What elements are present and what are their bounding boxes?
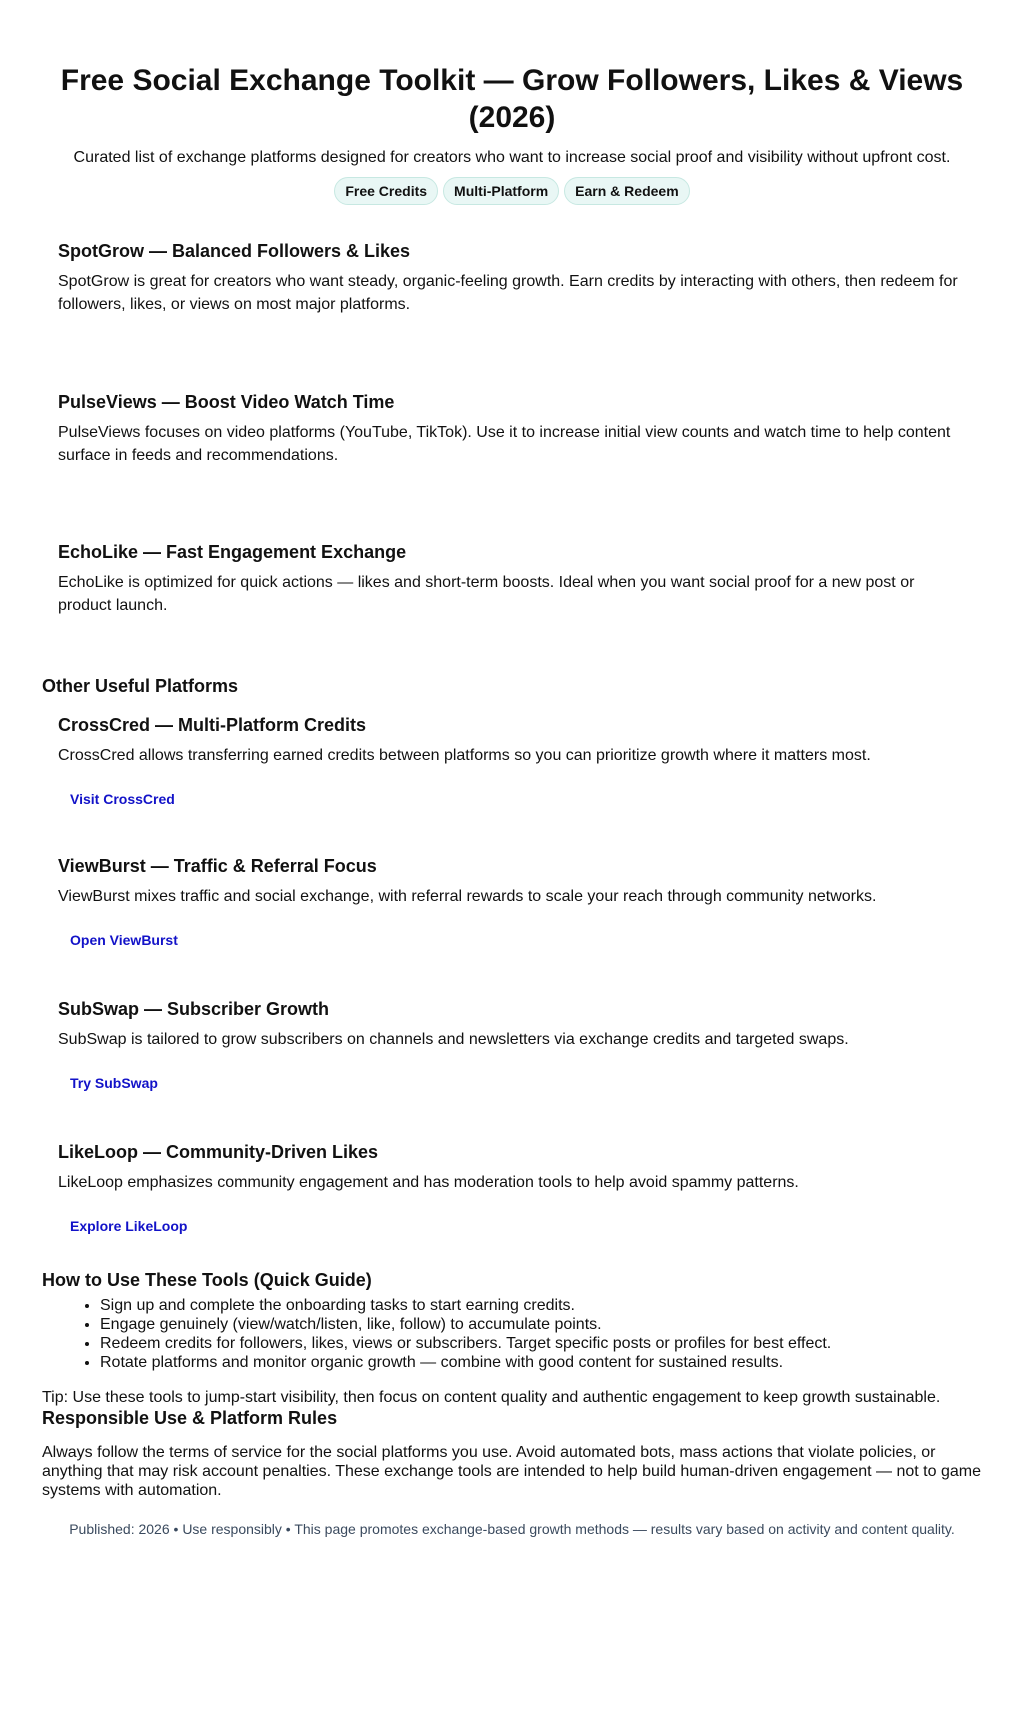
explore-likeloop-link[interactable]: Explore LikeLoop [70, 1218, 188, 1234]
card-title: SubSwap — Subscriber Growth [58, 999, 330, 1019]
list-item: • Rotate platforms and monitor organic growth — combine with good content for sustained results. [100, 1353, 982, 1372]
list-item: • Engage genuinely (view/watch/listen, like, follow) to accumulate points. [100, 1315, 982, 1334]
try-subswap-link[interactable]: Try SubSwap [70, 1075, 158, 1091]
visit-crosscred-link[interactable]: Visit CrossCred [70, 791, 175, 807]
platform-card-pulseviews [42, 375, 982, 525]
rules-heading: Responsible Use & Platform Rules [42, 1408, 338, 1428]
platform-card-crosscred [42, 697, 982, 840]
list-item: • Sign up and complete the onboarding tasks to start earning credits. [100, 1296, 982, 1315]
badge-earn-redeem: Earn & Redeem [564, 177, 689, 205]
page-title: Free Social Exchange Toolkit — Grow Followers, Likes & Views (2026) [60, 64, 964, 134]
badge-free-credits: Free Credits [334, 177, 438, 205]
badge-multi-platform: Multi-Platform [443, 177, 559, 205]
card-title: PulseViews — Boost Video Watch Time [58, 392, 395, 412]
other-platforms [42, 697, 982, 1269]
card-title: CrossCred — Multi-Platform Credits [58, 715, 367, 735]
card-description: PulseViews focuses on video platforms (YouTube, TikTok). Use it to increase initial view counts and watch time to help content surface in feeds and recommendations. [58, 424, 951, 464]
card-description: SpotGrow is great for creators who want steady, organic-feeling growth. Earn credits by interacting with others, then redeem for followers, likes, or views on most major platforms. [58, 273, 958, 313]
card-title: SpotGrow — Balanced Followers & Likes [58, 241, 411, 261]
hero-header [42, 0, 982, 205]
featured-platforms [42, 224, 982, 675]
page-subtitle: Curated list of exchange platforms designed for creators who want to increase social proof and visibility without upfront cost. [73, 149, 951, 166]
platform-card-viewburst [42, 840, 982, 983]
open-viewburst-link[interactable]: Open ViewBurst [70, 932, 178, 948]
platform-card-likeloop [42, 1126, 982, 1269]
list-item: • Redeem credits for followers, likes, views or subscribers. Target specific posts or profiles for best effect. [100, 1334, 982, 1353]
quick-guide-heading: How to Use These Tools (Quick Guide) [42, 1270, 372, 1290]
card-description: LikeLoop emphasizes community engagement and has moderation tools to help avoid spammy patterns. [58, 1174, 799, 1191]
other-platforms-heading: Other Useful Platforms [42, 676, 239, 696]
card-description: CrossCred allows transferring earned credits between platforms so you can prioritize growth where it matters most. [58, 747, 871, 764]
guide-tip: Tip: Use these tools to jump-start visibility, then focus on content quality and authentic engagement to keep growth sustainable. [42, 1389, 941, 1406]
card-title: EchoLike — Fast Engagement Exchange [58, 542, 407, 562]
card-description: EchoLike is optimized for quick actions — likes and short-term boosts. Ideal when you want social proof for a new post or product launch. [58, 574, 915, 614]
platform-card-spotgrow [42, 224, 982, 375]
card-title: LikeLoop — Community-Driven Likes [58, 1142, 379, 1162]
card-description: SubSwap is tailored to grow subscribers on channels and newsletters via exchange credits and targeted swaps. [58, 1031, 849, 1048]
card-description: ViewBurst mixes traffic and social exchange, with referral rewards to scale your reach through community networks. [58, 888, 877, 905]
page-footer: Published: 2026 • Use responsibly • This page promotes exchange-based growth methods — results vary based on activity and content quality. [69, 1521, 955, 1537]
card-title: ViewBurst — Traffic & Referral Focus [58, 856, 377, 876]
platform-card-subswap [42, 983, 982, 1126]
platform-card-echolike [42, 525, 982, 675]
rules-text: Always follow the terms of service for the social platforms you use. Avoid automated bots, mass actions that violate policies, or anything that may risk account penalties. These exchange tools are intended to help build human-driven engagement — not to game systems with automation. [42, 1444, 981, 1499]
badge-list [42, 177, 982, 205]
quick-guide-list [42, 1296, 982, 1372]
